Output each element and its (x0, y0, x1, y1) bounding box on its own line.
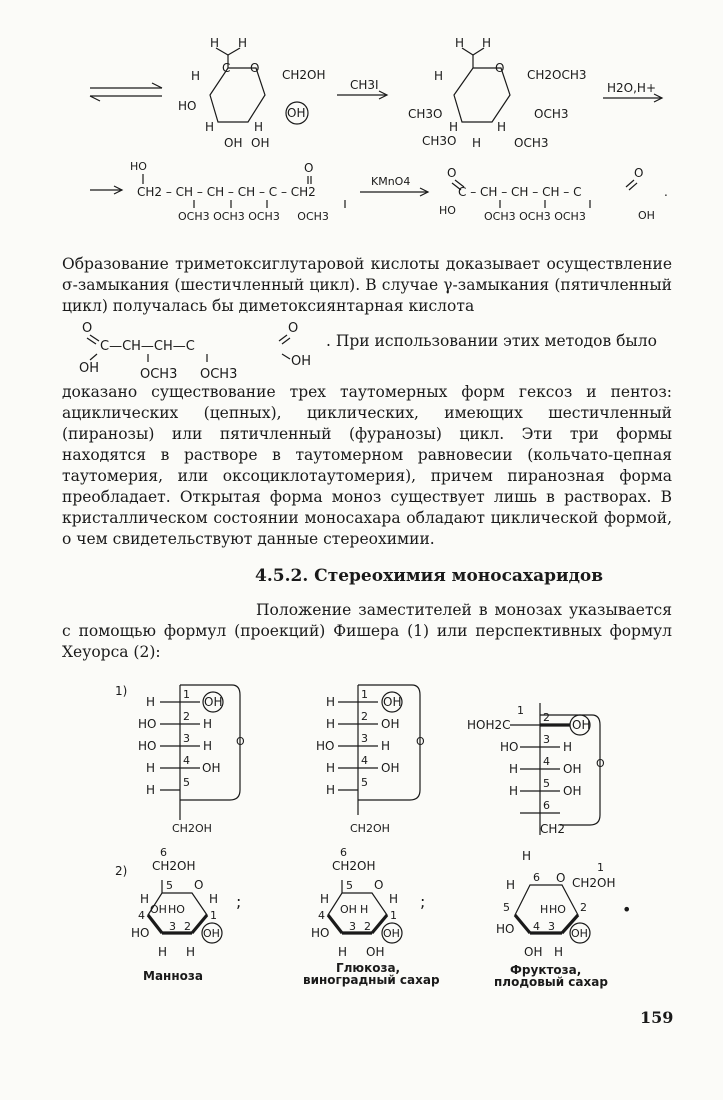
reaction-arrow-hydrolysis (603, 81, 662, 102)
atom-label: H (540, 903, 549, 916)
carbon-number: 1 (210, 909, 217, 922)
atom-label: H (522, 849, 532, 863)
atom-label: H (472, 136, 482, 150)
separator: ; (420, 892, 426, 911)
carbon-number: 4 (318, 909, 325, 922)
page-number: 159 (640, 1008, 674, 1027)
atom-label: H (360, 903, 369, 916)
atom-label: H (449, 120, 459, 134)
carbon-number: 1 (597, 861, 604, 874)
paragraph-1 (62, 254, 672, 318)
substituent-left: H (326, 695, 336, 709)
substituent-left: H (326, 783, 336, 797)
atom-label: CH2OH (282, 68, 326, 82)
carbon-number: 5 (543, 777, 550, 790)
atom-label: H (210, 36, 220, 50)
caption-glucose-sub: виноградный сахар (303, 973, 440, 987)
atom-label: HO (439, 204, 456, 217)
carbon-number: 3 (548, 920, 555, 933)
atom-label: H (506, 878, 516, 892)
substituent-left: H (509, 762, 519, 776)
paragraph-2-text: доказано существование трех таутомерных форм гексоз и пентоз: ациклических (цепных), циклических, имеющих шестичленный (пиранозы) или пятичленный (фуранозы) цикл. Эти три формы находятся в растворе в таутомерном равновесии (кольчато-цепная таутомерия, или оксоциклотаутомерия), причем пиранозная форма преобладает. Открытая форма моноз существует лишь в растворах. В кристаллическом состоянии моносахара обладают циклической формой, о чем свидетельствуют данные стереохимии. (62, 383, 672, 548)
ring-oxygen: O (236, 735, 245, 748)
atom-label: H (455, 36, 465, 50)
bullet-dot: • (622, 900, 632, 919)
atom-label: H (205, 120, 215, 134)
carbon-number: 5 (346, 879, 353, 892)
carbon-number: 4 (533, 920, 540, 933)
ring-oxygen: O (374, 878, 384, 892)
carbon-number: 6 (543, 799, 550, 812)
carbon-number: 6 (340, 846, 347, 859)
chain-label: OCH3 OCH3 OCH3 (484, 210, 586, 223)
carbon-number: 3 (183, 732, 190, 745)
substituent-left: H (326, 761, 336, 775)
atom-label: H (554, 945, 564, 959)
caption-glucose: Глюкоза, (336, 961, 401, 975)
carbon-number: 3 (543, 733, 550, 746)
carbon-number: 4 (138, 909, 145, 922)
reaction-scheme (0, 0, 723, 240)
substituent-right: OH (381, 761, 400, 775)
haworth-mannose (131, 846, 241, 959)
carbon-number: 5 (183, 776, 190, 789)
atom-label: H (497, 120, 507, 134)
atom-label: OH (340, 903, 357, 916)
fischer-fructose (467, 703, 605, 836)
atom-label: OH (203, 927, 220, 940)
carbon-number: 4 (543, 755, 550, 768)
carbon-number: 3 (169, 920, 176, 933)
haworth-glucose (311, 846, 425, 959)
paragraph-2 (62, 382, 672, 550)
carbon-number: 2 (361, 710, 368, 723)
ring-oxygen: O (194, 878, 204, 892)
atom-label: OH (638, 209, 655, 222)
caption-fructose-sub: плодовый сахар (494, 975, 608, 989)
atom-label: OH (524, 945, 543, 959)
carbon-number: 2 (543, 711, 550, 724)
chain-label: C – CH – CH – CH – C (458, 185, 582, 199)
carbon-number: 5 (503, 901, 510, 914)
substituent-bottom: CH2OH (350, 822, 390, 835)
atom-label: H (238, 36, 248, 50)
figure-label-1: 1) (115, 684, 128, 698)
atom-label: H (191, 69, 201, 83)
ring-oxygen: O (596, 757, 605, 770)
carbon-number: 6 (160, 846, 167, 859)
atom-label: OCH3 (514, 136, 549, 150)
carbon-number: 2 (580, 901, 587, 914)
atom-label: OCH3 (200, 367, 238, 382)
separator: ; (236, 892, 242, 911)
reagent-label: CH3I (350, 78, 379, 92)
substituent-right: OH (572, 718, 591, 732)
carbon-number: 1 (517, 704, 524, 717)
fischer-glucose (316, 685, 425, 835)
ring-oxygen: O (416, 735, 425, 748)
caption-fructose: Фруктоза, (510, 963, 582, 977)
atom-label: H (338, 945, 348, 959)
reagent-label: KMnO4 (371, 175, 411, 188)
chain-label: C—CH—CH—C (100, 339, 195, 354)
carbon-number: 1 (183, 688, 190, 701)
atom-label: HO (168, 903, 185, 916)
carbon-number: 3 (361, 732, 368, 745)
atom-label: HO (311, 926, 330, 940)
carbon-number: 5 (361, 776, 368, 789)
open-chain-ketose (90, 160, 345, 223)
carbon-number: 3 (349, 920, 356, 933)
reaction-arrow-ch3i (337, 78, 387, 99)
substituent-left: H (509, 784, 519, 798)
substituent-left: HO (138, 739, 157, 753)
atom-label: HO (130, 160, 147, 173)
atom-label: OH (224, 136, 243, 150)
atom-label: OH (150, 903, 167, 916)
atom-label: H (140, 892, 150, 906)
substituent-right: H (203, 739, 213, 753)
substituent-bottom: CH2 (540, 822, 566, 836)
substituent-right: OH (381, 717, 400, 731)
figure-label-2: 2) (115, 864, 128, 878)
atom-label: OH (366, 945, 385, 959)
carbon-number: 2 (364, 920, 371, 933)
reaction-arrow-kmno4 (360, 175, 428, 196)
ring-oxygen: O (556, 871, 566, 885)
atom-label: CH3O (422, 134, 457, 148)
substituent-right: H (203, 717, 213, 731)
atom-label: OH (291, 354, 312, 369)
substituent-bottom: CH2OH (172, 822, 212, 835)
substituent-right: OH (563, 784, 582, 798)
carbon-number: 4 (183, 754, 190, 767)
equilibrium-arrows-icon (90, 83, 162, 101)
substituent-right: OH (204, 695, 223, 709)
substituent-right: OH (563, 762, 582, 776)
paragraph-3 (62, 600, 672, 663)
trimethoxyglutaric-acid (439, 166, 668, 223)
carbon-number: 1 (361, 688, 368, 701)
substituent-top: CH2OH (152, 859, 196, 873)
monosaccharide-figure (0, 675, 723, 995)
atom-label: H (434, 69, 444, 83)
chain-label: OCH3 OCH3 OCH3 OCH3 (178, 210, 329, 223)
atom-label: H (482, 36, 492, 50)
haworth-fructose (496, 849, 631, 959)
atom-label: CH3O (408, 107, 443, 121)
atom-label: O (304, 161, 314, 175)
paragraph-3-text: Положение заместителей в монозах указывается с помощью формул (проекций) Фишера (1) или перспективных формул Хеуорса (2): (62, 601, 672, 661)
substituent-right: H (563, 740, 573, 754)
atom-label: CH2OH (572, 876, 616, 890)
atom-label: O (495, 61, 505, 75)
section-heading: 4.5.2. Стереохимия моносахаридов (255, 566, 604, 586)
atom-label: O (250, 61, 260, 75)
substituent-left: H (146, 761, 156, 775)
atom-label: HO (178, 99, 197, 113)
atom-label: OH (571, 927, 588, 940)
atom-label: OH (251, 136, 270, 150)
atom-label: O (288, 321, 299, 336)
atom-label: C (222, 61, 231, 75)
paragraph-1-tail (326, 331, 672, 352)
pyranose-ring-1 (178, 36, 326, 150)
atom-label: O (634, 166, 644, 180)
atom-label: H (209, 892, 219, 906)
atom-label: HO (131, 926, 150, 940)
substituent-left: H (326, 717, 336, 731)
carbon-number: 5 (166, 879, 173, 892)
fischer-mannose (138, 685, 245, 835)
substituent-right: OH (383, 695, 402, 709)
carbon-number: 1 (390, 909, 397, 922)
substituent-right: H (381, 739, 391, 753)
chain-label: CH2 – CH – CH – CH – C – CH2 (137, 185, 316, 199)
paragraph-1-tail-text: . При использовании этих методов было (326, 332, 657, 350)
carbon-number: 2 (184, 920, 191, 933)
paragraph-1-text: Образование триметоксиглутаровой кислоты доказывает осуществление σ-замыкания (шестичленный цикл). В случае γ-замыкания (пятичленный цикл) получалась бы диметоксиянтарная кислота (62, 255, 672, 315)
carbon-number: 2 (183, 710, 190, 723)
substituent-left: HO (138, 717, 157, 731)
atom-label: OCH3 (140, 367, 178, 382)
atom-label: HO (549, 903, 566, 916)
atom-label: OH (383, 927, 400, 940)
substituent-right: OH (202, 761, 221, 775)
atom-label: H (320, 892, 330, 906)
caption-mannose: Манноза (143, 969, 203, 983)
substituent-left: H (146, 695, 156, 709)
atom-label: H (158, 945, 168, 959)
atom-label: OH (79, 361, 100, 376)
atom-label: OCH3 (534, 107, 569, 121)
substituent-left: H (146, 783, 156, 797)
carbon-number: 6 (533, 871, 540, 884)
substituent-top: HOH2C (467, 718, 511, 732)
atom-label: H (389, 892, 399, 906)
atom-label: HO (496, 922, 515, 936)
atom-label: H (186, 945, 196, 959)
reagent-label: H2O,H+ (607, 81, 656, 95)
substituent-top: CH2OH (332, 859, 376, 873)
pyranose-ring-2 (408, 36, 587, 150)
atom-label: H (254, 120, 264, 134)
carbon-number: 4 (361, 754, 368, 767)
atom-label: O (82, 321, 93, 336)
period: . (664, 185, 668, 199)
substituent-left: HO (316, 739, 335, 753)
atom-label: CH2OCH3 (527, 68, 587, 82)
atom-label: O (447, 166, 457, 180)
atom-label: OH (287, 106, 306, 120)
substituent-left: HO (500, 740, 519, 754)
